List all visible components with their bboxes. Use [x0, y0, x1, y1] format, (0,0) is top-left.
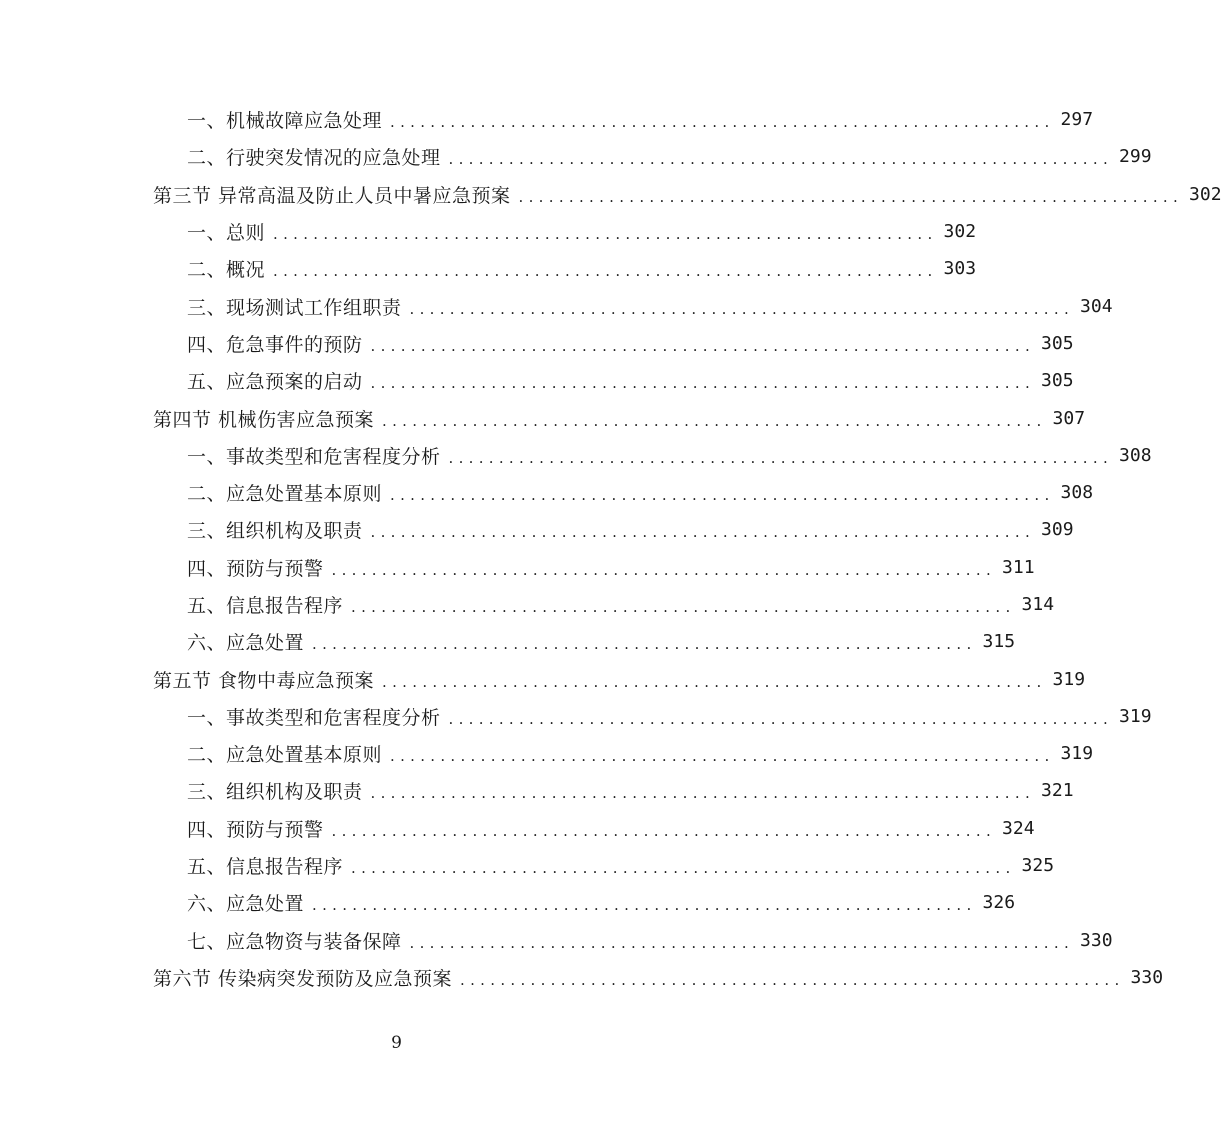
toc-entry[interactable]: [0, 922, 1113, 959]
toc-entry-title: 四、预防与预警: [187, 557, 324, 580]
toc-entry[interactable]: [0, 549, 1035, 586]
toc-entry-title: 一、总则: [187, 222, 266, 245]
dot-leader: ..................................................................: [448, 709, 1114, 728]
toc-entry-page: 299: [1119, 146, 1152, 168]
toc-entry[interactable]: [0, 325, 1074, 362]
toc-entry[interactable]: [0, 698, 1152, 735]
toc-section-entry[interactable]: [0, 399, 1086, 436]
dot-leader: ..................................................................: [390, 747, 1055, 766]
toc-entry-title: 二、应急处置基本原则: [187, 483, 383, 506]
toc-entry-title: 二、概况: [187, 259, 266, 282]
toc-section-entry[interactable]: [0, 660, 1086, 697]
dot-leader: ..................................................................: [390, 486, 1055, 505]
toc-entry-title: 三、组织机构及职责: [187, 781, 363, 804]
toc-entry[interactable]: [0, 474, 1094, 511]
dot-leader: ..................................................................: [312, 896, 977, 915]
dot-leader: ..................................................................: [370, 374, 1036, 393]
toc-entry-title: 七、应急物资与装备保障: [187, 930, 402, 953]
toc-entry[interactable]: [0, 101, 1094, 138]
dot-leader: ..................................................................: [312, 635, 977, 654]
toc-entry[interactable]: [0, 623, 1016, 660]
dot-leader: ..................................................................: [448, 150, 1114, 169]
toc-entry-page: 330: [1130, 966, 1164, 988]
dot-leader: ..................................................................: [331, 560, 997, 579]
toc-entry-title: 六、应急处置: [187, 632, 305, 655]
toc-entry-title: 五、信息报告程序: [187, 595, 344, 617]
toc-entry[interactable]: [0, 287, 1113, 324]
toc-entry-page: 308: [1119, 444, 1152, 466]
toc-entry-page: 324: [1002, 817, 1035, 839]
toc-entry[interactable]: [0, 847, 1055, 884]
toc-entry[interactable]: [0, 362, 1074, 399]
dot-leader: ..................................................................: [370, 336, 1036, 355]
dot-leader: ..................................................................: [351, 859, 1016, 878]
toc-entry-title: 二、行驶突发情况的应急处理: [187, 147, 441, 170]
toc-entry-title: 第六节 传染病突发预防及应急预案: [153, 967, 453, 990]
toc-entry-title: 三、现场测试工作组职责: [187, 296, 402, 319]
dot-leader: ..................................................................: [273, 225, 938, 244]
dot-leader: ..................................................................: [370, 523, 1036, 542]
toc-entry-title: 五、信息报告程序: [187, 856, 344, 879]
toc-entry[interactable]: [0, 884, 1016, 921]
toc-entry-title: 四、危急事件的预防: [187, 333, 363, 356]
toc-entry[interactable]: [0, 437, 1152, 474]
toc-entry[interactable]: [0, 250, 977, 287]
toc-entry-page: 311: [1002, 556, 1035, 578]
toc-entry-page: 307: [1052, 407, 1086, 429]
toc-entry-page: 319: [1052, 668, 1086, 690]
toc-section-entry[interactable]: [0, 176, 1222, 213]
dot-leader: ..................................................................: [382, 672, 1047, 691]
toc-entry[interactable]: [0, 810, 1035, 847]
toc-entry-page: 325: [1021, 855, 1055, 877]
dot-leader: ..................................................................: [273, 262, 938, 281]
toc-entry-title: 四、预防与预警: [187, 818, 324, 841]
toc-entry-page: 305: [1041, 370, 1074, 392]
toc-entry-page: 326: [982, 892, 1016, 914]
toc-entry[interactable]: [0, 138, 1152, 175]
toc-entry[interactable]: [0, 735, 1094, 772]
toc-entry-page: 321: [1041, 780, 1074, 802]
dot-leader: ..................................................................: [351, 598, 1016, 616]
toc-entry-page: 314: [1021, 594, 1055, 615]
toc-entry-page: 309: [1041, 519, 1074, 541]
toc-entry-page: 303: [943, 258, 977, 280]
dot-leader: ..................................................................: [409, 299, 1075, 318]
toc-entry-page: 304: [1080, 295, 1113, 317]
toc-section-entry[interactable]: [0, 959, 1164, 996]
dot-leader: ..................................................................: [390, 113, 1055, 132]
toc-entry-page: 330: [1080, 929, 1113, 951]
toc-entry[interactable]: [0, 586, 1055, 623]
dot-leader: ..................................................................: [518, 187, 1184, 206]
toc-entry-title: 二、应急处置基本原则: [187, 744, 383, 767]
toc-entry-title: 一、事故类型和危害程度分析: [187, 445, 441, 468]
toc-entry-page: 315: [982, 631, 1016, 653]
toc-entry[interactable]: [0, 772, 1074, 809]
toc-entry-page: 308: [1060, 482, 1094, 504]
dot-leader: ..................................................................: [370, 784, 1036, 803]
toc-entry-title: 第四节 机械伤害应急预案: [153, 408, 375, 431]
toc-entry-title: 三、组织机构及职责: [187, 520, 363, 543]
toc-entry[interactable]: [0, 511, 1074, 548]
toc-entry-title: 一、事故类型和危害程度分析: [187, 706, 441, 729]
toc-entry-page: 302: [943, 221, 977, 243]
toc-entry[interactable]: [0, 213, 977, 250]
dot-leader: ..................................................................: [448, 448, 1114, 467]
dot-leader: ..................................................................: [331, 821, 997, 840]
toc-entry-title: 五、应急预案的启动: [187, 371, 363, 394]
dot-leader: ..................................................................: [460, 970, 1125, 989]
dot-leader: ..................................................................: [382, 411, 1047, 430]
toc-entry-page: 319: [1119, 705, 1152, 727]
dot-leader: ..................................................................: [409, 933, 1075, 952]
toc-entry-page: 319: [1060, 743, 1094, 765]
toc-entry-page: 305: [1041, 332, 1074, 354]
toc-entry-title: 一、机械故障应急处理: [187, 110, 383, 133]
toc-entry-page: 297: [1060, 109, 1094, 131]
toc-entry-title: 六、应急处置: [187, 893, 305, 916]
toc-entry-page: 302: [1189, 183, 1222, 205]
toc-entry-title: 第三节 异常高温及防止人员中暑应急预案: [153, 184, 511, 207]
page-number: 9: [391, 1033, 402, 1053]
toc-entry-title: 第五节 食物中毒应急预案: [153, 669, 375, 692]
table-of-contents: [0, 101, 1222, 996]
